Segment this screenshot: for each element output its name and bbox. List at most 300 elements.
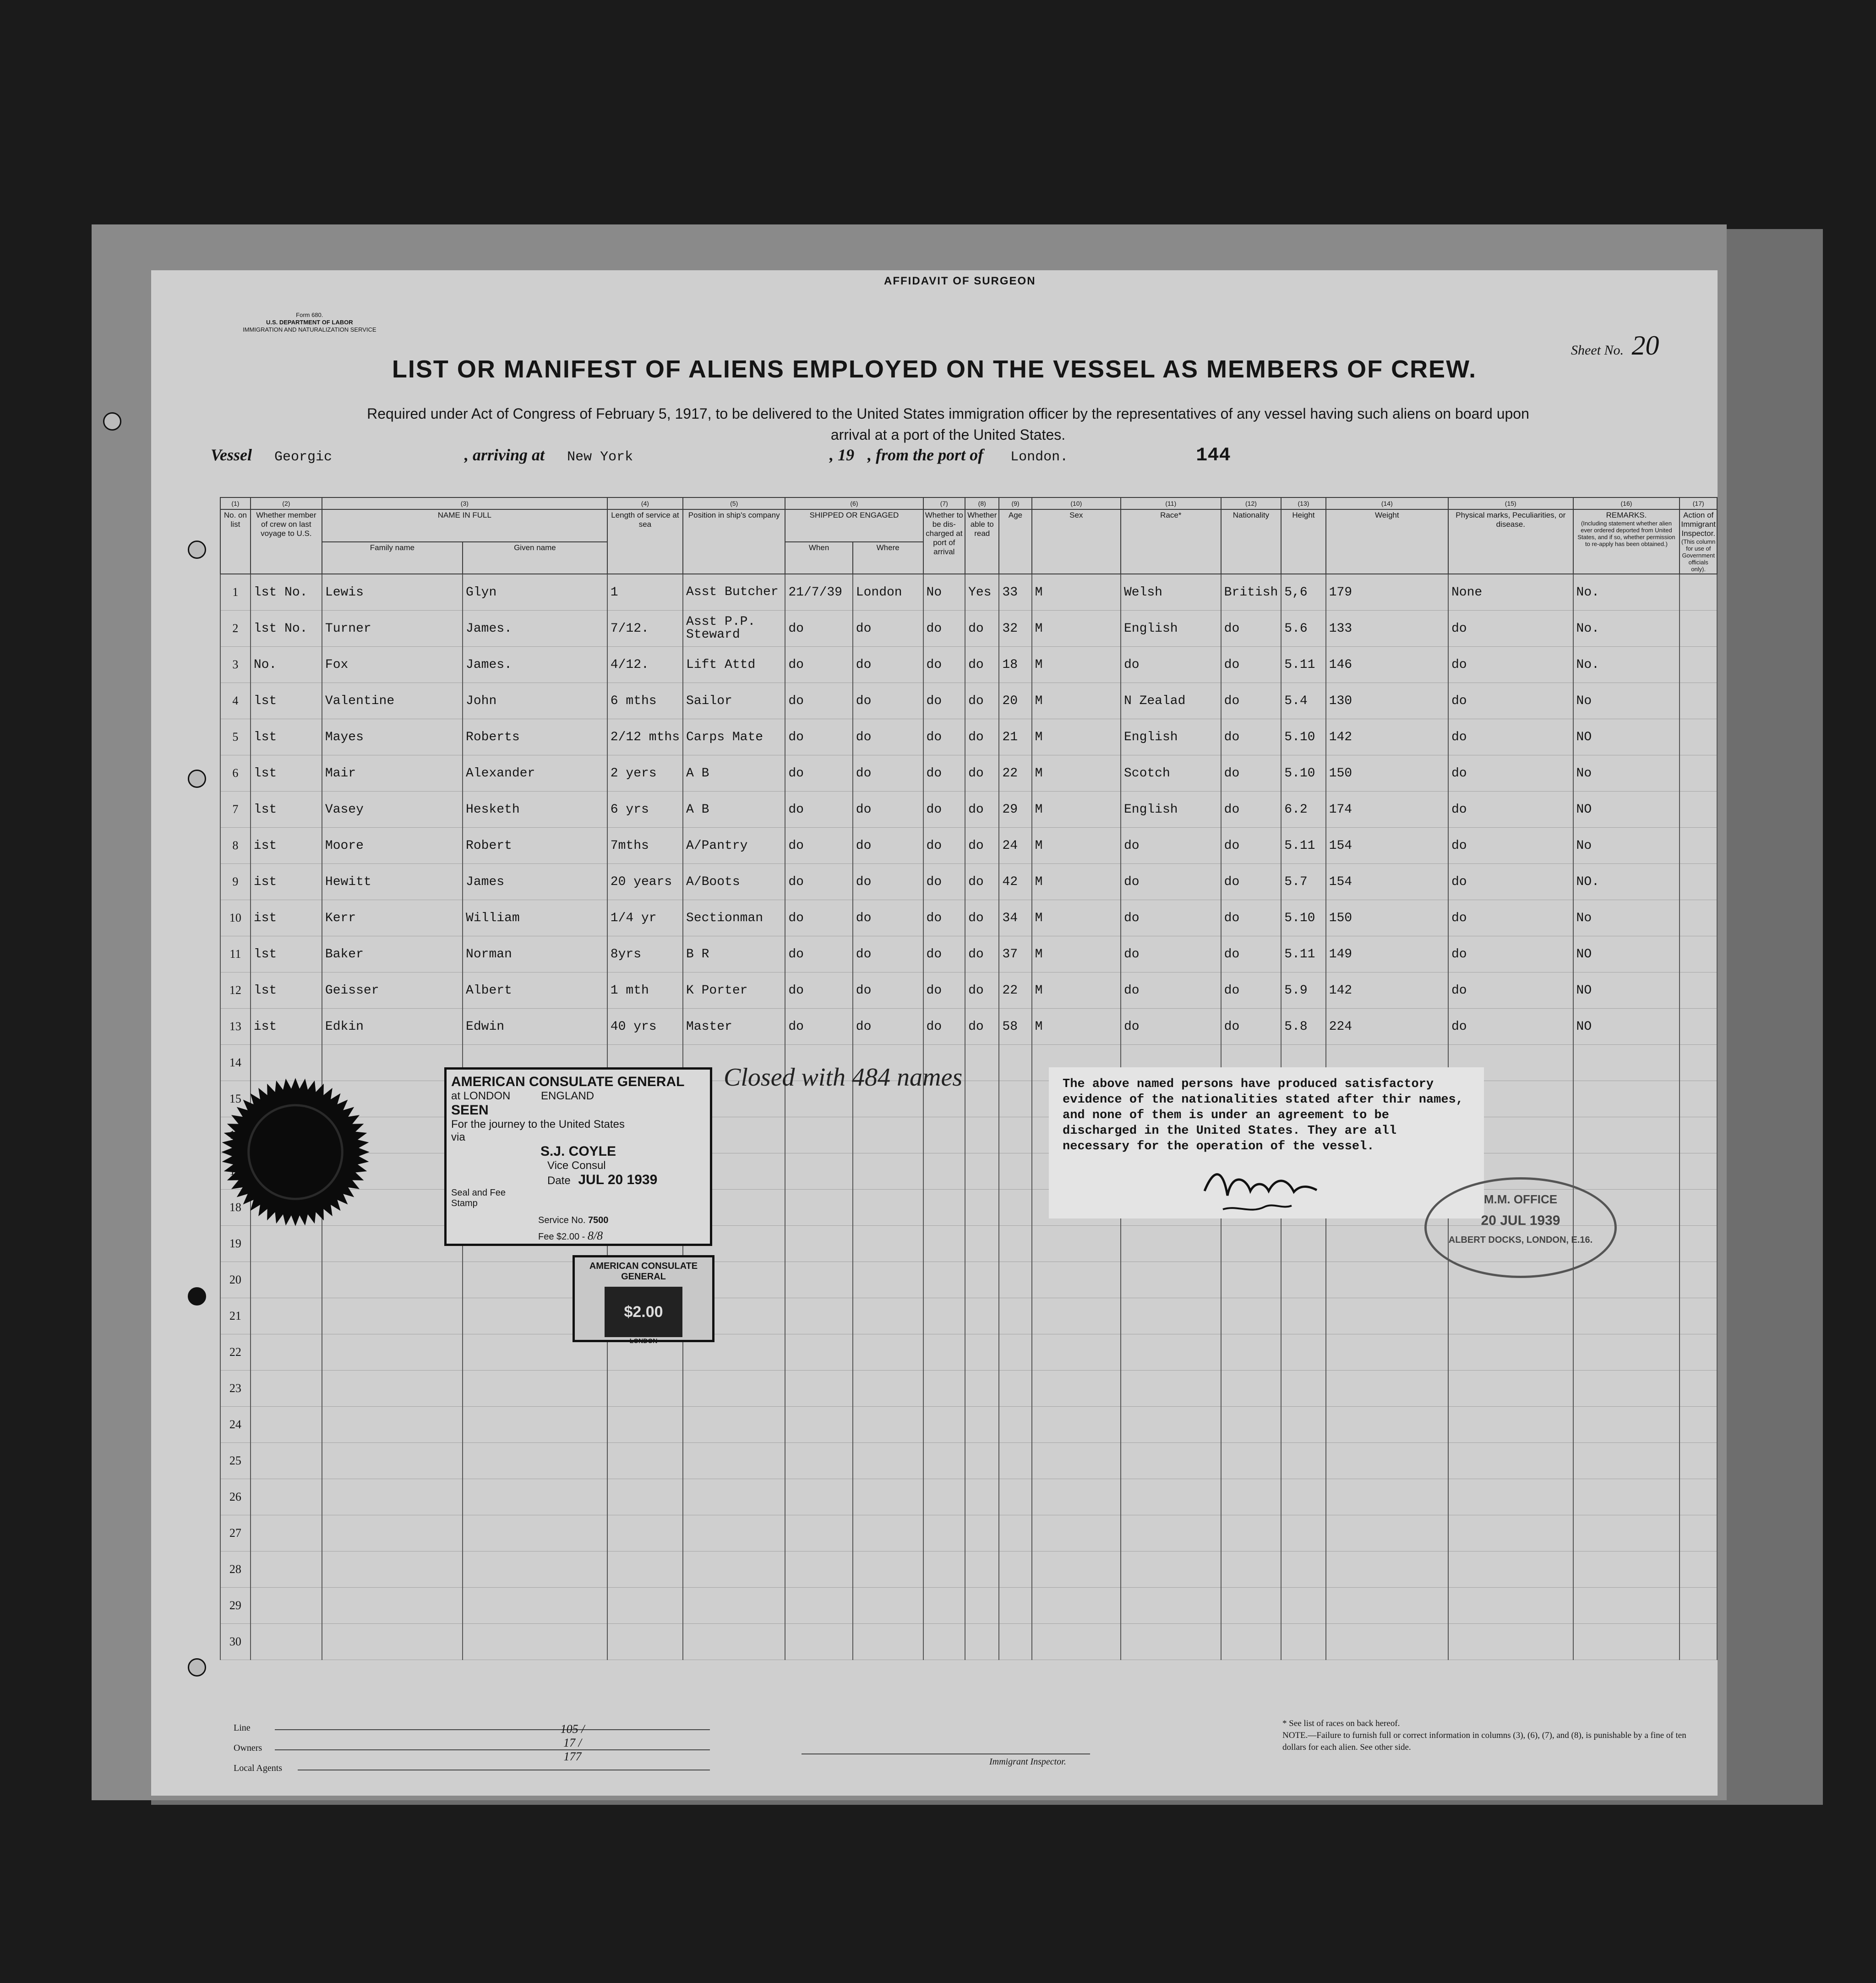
cell-empty	[1032, 1371, 1121, 1407]
fee-stamp-city: LONDON	[629, 1337, 658, 1344]
cell-height: 5.10	[1281, 755, 1325, 792]
cell-no: 15	[220, 1081, 251, 1117]
cell-empty	[1281, 1407, 1325, 1443]
cell-empty	[923, 1515, 965, 1551]
cell-marks: do	[1448, 828, 1573, 864]
cell-last: lst No.	[251, 611, 322, 647]
column-number: (3)	[322, 497, 607, 509]
cell-no: 2	[220, 611, 251, 647]
cell-sex: M	[1032, 828, 1121, 864]
cell-empty	[1032, 1226, 1121, 1262]
cell-empty	[1680, 1226, 1717, 1262]
cell-empty	[1680, 1081, 1717, 1117]
fee-stamp	[573, 1255, 714, 1342]
table-row-empty	[220, 1334, 1717, 1371]
cell-empty	[463, 1624, 607, 1660]
cell-empty	[853, 1588, 923, 1624]
cell-when: do	[785, 972, 852, 1009]
cell-weight: 179	[1326, 574, 1448, 611]
cell-empty	[1573, 1551, 1680, 1588]
consulate-line1: AMERICAN CONSULATE GENERAL	[451, 1074, 685, 1089]
cell-empty	[1121, 1588, 1221, 1624]
cell-race: Scotch	[1121, 755, 1221, 792]
col-last-voyage: Whether member of crew on last voyage to U.S.	[251, 509, 322, 574]
cell-empty	[923, 1443, 965, 1479]
cell-no: 29	[220, 1588, 251, 1624]
cell-empty	[683, 1479, 785, 1515]
cell-given: Hesketh	[463, 792, 607, 828]
cell-nat: do	[1221, 936, 1282, 972]
cell-race: do	[1121, 828, 1221, 864]
cell-no: 9	[220, 864, 251, 900]
cell-empty	[1680, 1262, 1717, 1298]
cell-empty	[1281, 1443, 1325, 1479]
column-number: (8)	[965, 497, 999, 509]
cell-empty	[853, 1551, 923, 1588]
cell-empty	[923, 1298, 965, 1334]
table-row-empty	[220, 1298, 1717, 1334]
fee-stamp-header: AMERICAN CONSULATE GENERAL	[589, 1261, 698, 1282]
cell-read: do	[965, 1009, 999, 1045]
cell-empty	[1032, 1479, 1121, 1515]
cell-given: James.	[463, 611, 607, 647]
table-row-empty	[220, 1371, 1717, 1407]
cell-empty	[1448, 1588, 1573, 1624]
cell-when: do	[785, 936, 852, 972]
cell-no: 27	[220, 1515, 251, 1551]
cell-age: 37	[999, 936, 1031, 972]
cell-given: James	[463, 864, 607, 900]
cell-nat: do	[1221, 972, 1282, 1009]
cell-action	[1680, 1009, 1717, 1045]
cell-action	[1680, 755, 1717, 792]
cell-remarks: No.	[1573, 611, 1680, 647]
fee-stamp-value	[605, 1287, 682, 1337]
cell-weight: 133	[1326, 611, 1448, 647]
consulate-officer: S.J. COYLE	[540, 1144, 616, 1159]
page-title: LIST OR MANIFEST OF ALIENS EMPLOYED ON THE VESSEL AS MEMBERS OF CREW.	[392, 355, 1477, 383]
cell-empty	[1680, 1117, 1717, 1153]
cell-no: 4	[220, 683, 251, 719]
cell-last: lst	[251, 719, 322, 755]
cell-empty	[683, 1407, 785, 1443]
cell-remarks: No	[1573, 900, 1680, 936]
cell-no: 30	[220, 1624, 251, 1660]
cell-empty	[999, 1117, 1031, 1153]
cell-height: 5,6	[1281, 574, 1325, 611]
column-number: (9)	[999, 497, 1031, 509]
cell-empty	[251, 1479, 322, 1515]
cell-empty	[251, 1371, 322, 1407]
col-read: Whether able to read	[965, 509, 999, 574]
cell-family: Valentine	[322, 683, 463, 719]
manifest-sheet	[151, 270, 1718, 1796]
cell-race: do	[1121, 936, 1221, 972]
cell-no: 21	[220, 1298, 251, 1334]
cell-empty	[999, 1081, 1031, 1117]
cell-position: Asst P.P. Steward	[683, 611, 785, 647]
cell-dis: do	[923, 719, 965, 755]
cell-empty	[1326, 1551, 1448, 1588]
cell-read: do	[965, 792, 999, 828]
cell-empty	[923, 1226, 965, 1262]
cell-family: Mair	[322, 755, 463, 792]
table-row-empty	[220, 1443, 1717, 1479]
cell-height: 5.10	[1281, 719, 1325, 755]
column-number: (15)	[1448, 497, 1573, 509]
footer-line-label: Line	[234, 1723, 251, 1733]
cell-empty	[607, 1515, 683, 1551]
cell-empty	[1326, 1624, 1448, 1660]
cell-empty	[322, 1551, 463, 1588]
cell-service: 20 years	[607, 864, 683, 900]
cell-sex: M	[1032, 1009, 1121, 1045]
cell-marks: do	[1448, 1009, 1573, 1045]
table-row-empty	[220, 1479, 1717, 1515]
col-shipped: SHIPPED OR ENGAGED	[785, 509, 923, 542]
cell-no: 28	[220, 1551, 251, 1588]
table-row	[220, 755, 1717, 792]
cell-empty	[1573, 1624, 1680, 1660]
cell-family: Edkin	[322, 1009, 463, 1045]
cell-empty	[251, 1515, 322, 1551]
cell-position: A/Boots	[683, 864, 785, 900]
cell-empty	[965, 1515, 999, 1551]
cell-empty	[853, 1117, 923, 1153]
cell-no: 25	[220, 1443, 251, 1479]
cell-action	[1680, 828, 1717, 864]
cell-empty	[965, 1262, 999, 1298]
cell-empty	[853, 1407, 923, 1443]
cell-family: Vasey	[322, 792, 463, 828]
col-no: No. on list	[220, 509, 251, 574]
consulate-title: Vice Consul	[547, 1159, 606, 1172]
col-physical-marks: Physical marks, Peculiarities, or disease.	[1448, 509, 1573, 574]
cell-empty	[1032, 1588, 1121, 1624]
vessel-label: Vessel	[211, 446, 252, 464]
cell-no: 23	[220, 1371, 251, 1407]
mm-stamp-date: 20 JUL 1939	[1481, 1213, 1560, 1228]
cell-empty	[965, 1334, 999, 1371]
cell-empty	[322, 1479, 463, 1515]
cell-empty	[251, 1551, 322, 1588]
cell-action	[1680, 611, 1717, 647]
cell-dis: do	[923, 792, 965, 828]
col-sex: Sex	[1032, 509, 1121, 574]
cell-race: N Zealad	[1121, 683, 1221, 719]
cell-empty	[463, 1407, 607, 1443]
cell-empty	[853, 1334, 923, 1371]
cell-empty	[785, 1551, 852, 1588]
table-row	[220, 972, 1717, 1009]
col-height: Height	[1281, 509, 1325, 574]
cell-when: do	[785, 792, 852, 828]
cell-empty	[1573, 1045, 1680, 1081]
cell-when: do	[785, 900, 852, 936]
cell-service: 8yrs	[607, 936, 683, 972]
cell-weight: 149	[1326, 936, 1448, 972]
cell-when: do	[785, 1009, 852, 1045]
cell-position: A B	[683, 755, 785, 792]
cell-sex: M	[1032, 683, 1121, 719]
cell-empty	[1573, 1371, 1680, 1407]
cell-empty	[923, 1479, 965, 1515]
mm-office-stamp	[1424, 1177, 1617, 1278]
cell-empty	[322, 1371, 463, 1407]
table-row	[220, 900, 1717, 936]
cell-position: Lift Attd	[683, 647, 785, 683]
cell-nat: do	[1221, 864, 1282, 900]
cell-empty	[999, 1551, 1031, 1588]
cell-empty	[1121, 1443, 1221, 1479]
cell-empty	[463, 1588, 607, 1624]
table-row	[220, 683, 1717, 719]
cell-empty	[1326, 1262, 1448, 1298]
cell-empty	[1221, 1298, 1282, 1334]
cell-position: K Porter	[683, 972, 785, 1009]
cell-remarks: No	[1573, 828, 1680, 864]
binder-hole	[188, 1287, 206, 1306]
column-number: (5)	[683, 497, 785, 509]
cell-sex: M	[1032, 574, 1121, 611]
cell-empty	[965, 1153, 999, 1190]
cell-empty	[322, 1624, 463, 1660]
cell-read: do	[965, 900, 999, 936]
cell-empty	[1281, 1226, 1325, 1262]
cell-sex: M	[1032, 611, 1121, 647]
cell-race: do	[1121, 972, 1221, 1009]
table-row-empty	[220, 1551, 1717, 1588]
cell-empty	[1121, 1624, 1221, 1660]
cell-last: lst	[251, 755, 322, 792]
cell-empty	[999, 1443, 1031, 1479]
col-family-name: Family name	[322, 542, 463, 574]
cell-empty	[965, 1407, 999, 1443]
cell-empty	[1221, 1515, 1282, 1551]
cell-empty	[1448, 1551, 1573, 1588]
cell-empty	[1448, 1298, 1573, 1334]
page-subtitle: Required under Act of Congress of February 5, 1917, to be delivered to the United States immigration officer by the representatives of any vessel having such aliens on board upon arrival at a port of the United States.	[367, 405, 1529, 443]
cell-empty	[607, 1624, 683, 1660]
cell-empty	[607, 1551, 683, 1588]
cell-weight: 150	[1326, 900, 1448, 936]
cell-where: do	[853, 719, 923, 755]
consulate-journey: For the journey to the United States	[451, 1118, 625, 1131]
cell-empty	[1448, 1371, 1573, 1407]
cell-empty	[999, 1515, 1031, 1551]
cell-empty	[999, 1588, 1031, 1624]
consulate-service-label: Service No.	[538, 1215, 586, 1225]
cell-when: do	[785, 828, 852, 864]
cell-when: do	[785, 719, 852, 755]
closed-note: Closed with 484 names	[724, 1063, 963, 1092]
cell-dis: do	[923, 683, 965, 719]
cell-empty	[923, 1407, 965, 1443]
form-line: U.S. DEPARTMENT OF LABOR	[266, 319, 353, 326]
cell-empty	[923, 1190, 965, 1226]
cell-empty	[322, 1334, 463, 1371]
column-number: (2)	[251, 497, 322, 509]
cell-weight: 150	[1326, 755, 1448, 792]
cell-remarks: NO	[1573, 936, 1680, 972]
cell-read: do	[965, 755, 999, 792]
cell-empty	[1680, 1045, 1717, 1081]
cell-last: ist	[251, 864, 322, 900]
column-number: (17)	[1680, 497, 1717, 509]
cell-family: Geisser	[322, 972, 463, 1009]
mm-stamp-bottom: ALBERT DOCKS, LONDON, E.16.	[1448, 1235, 1593, 1245]
cell-empty	[999, 1479, 1031, 1515]
cell-empty	[1281, 1262, 1325, 1298]
cell-remarks: No	[1573, 683, 1680, 719]
cell-empty	[1121, 1226, 1221, 1262]
cell-empty	[1281, 1624, 1325, 1660]
cell-empty	[1680, 1298, 1717, 1334]
cell-nat: do	[1221, 792, 1282, 828]
cell-dis: do	[923, 755, 965, 792]
cell-empty	[965, 1081, 999, 1117]
cell-height: 5.10	[1281, 900, 1325, 936]
cell-where: do	[853, 972, 923, 1009]
race-note: * See list of races on back hereof.	[1282, 1719, 1400, 1728]
cell-empty	[1448, 1407, 1573, 1443]
cell-empty	[1680, 1443, 1717, 1479]
cell-marks: do	[1448, 683, 1573, 719]
cell-empty	[1573, 1407, 1680, 1443]
col-age: Age	[999, 509, 1031, 574]
cell-empty	[853, 1190, 923, 1226]
cell-sex: M	[1032, 647, 1121, 683]
cell-empty	[1680, 1407, 1717, 1443]
cell-dis: do	[923, 1009, 965, 1045]
cell-empty	[1326, 1334, 1448, 1371]
cell-empty	[1680, 1334, 1717, 1371]
sheet-number-label: Sheet No.	[1571, 343, 1624, 358]
table-row-empty	[220, 1588, 1717, 1624]
cell-height: 5.11	[1281, 828, 1325, 864]
column-number: (6)	[785, 497, 923, 509]
column-number: (1)	[220, 497, 251, 509]
cell-weight: 154	[1326, 864, 1448, 900]
cell-remarks: NO	[1573, 792, 1680, 828]
cell-marks: do	[1448, 755, 1573, 792]
cell-weight: 174	[1326, 792, 1448, 828]
cell-empty	[1326, 1407, 1448, 1443]
cell-empty	[1326, 1588, 1448, 1624]
cell-read: do	[965, 647, 999, 683]
cell-family: Turner	[322, 611, 463, 647]
cell-empty	[1680, 1515, 1717, 1551]
cell-given: Edwin	[463, 1009, 607, 1045]
cell-height: 5.11	[1281, 647, 1325, 683]
cell-empty	[853, 1443, 923, 1479]
cell-empty	[785, 1515, 852, 1551]
cell-no: 20	[220, 1262, 251, 1298]
cell-empty	[251, 1298, 322, 1334]
cell-service: 4/12.	[607, 647, 683, 683]
consulate-service-value: 7500	[588, 1215, 609, 1225]
cell-no: 14	[220, 1045, 251, 1081]
cell-race: English	[1121, 719, 1221, 755]
year-label: , 19	[829, 446, 855, 464]
cell-empty	[785, 1407, 852, 1443]
cell-empty	[1326, 1479, 1448, 1515]
cell-empty	[965, 1624, 999, 1660]
cell-empty	[785, 1443, 852, 1479]
cell-family: Fox	[322, 647, 463, 683]
cell-empty	[965, 1371, 999, 1407]
cell-empty	[1121, 1371, 1221, 1407]
form-line: Form 680.	[296, 311, 323, 318]
cell-action	[1680, 972, 1717, 1009]
cell-empty	[785, 1334, 852, 1371]
cell-remarks: No.	[1573, 647, 1680, 683]
cell-service: 1 mth	[607, 972, 683, 1009]
cell-when: do	[785, 647, 852, 683]
cell-when: do	[785, 864, 852, 900]
cell-empty	[1221, 1226, 1282, 1262]
cell-empty	[251, 1226, 322, 1262]
cell-empty	[785, 1226, 852, 1262]
cell-empty	[1680, 1588, 1717, 1624]
cell-empty	[1221, 1371, 1282, 1407]
cell-no: 5	[220, 719, 251, 755]
cell-family: Moore	[322, 828, 463, 864]
cell-where: do	[853, 900, 923, 936]
cell-empty	[1573, 1334, 1680, 1371]
cell-age: 18	[999, 647, 1031, 683]
cell-empty	[607, 1479, 683, 1515]
table-row	[220, 828, 1717, 864]
cell-action	[1680, 683, 1717, 719]
cell-empty	[999, 1226, 1031, 1262]
cell-empty	[1326, 1371, 1448, 1407]
footer-tally: 105 / 17 / 177	[560, 1722, 585, 1763]
cell-marks: do	[1448, 611, 1573, 647]
cell-sex: M	[1032, 719, 1121, 755]
fee-stamp-amount: $2.00	[624, 1303, 663, 1321]
cell-given: Robert	[463, 828, 607, 864]
cell-action	[1680, 647, 1717, 683]
cell-last: ist	[251, 828, 322, 864]
cell-empty	[965, 1298, 999, 1334]
cell-empty	[785, 1588, 852, 1624]
cell-family: Lewis	[322, 574, 463, 611]
cell-empty	[785, 1479, 852, 1515]
cell-empty	[853, 1515, 923, 1551]
cell-empty	[322, 1045, 463, 1081]
cell-empty	[923, 1588, 965, 1624]
consulate-seen: SEEN	[451, 1103, 489, 1118]
cell-empty	[251, 1443, 322, 1479]
cell-last: No.	[251, 647, 322, 683]
cell-race: Welsh	[1121, 574, 1221, 611]
cell-where: do	[853, 936, 923, 972]
cell-last: lst	[251, 972, 322, 1009]
manifest-number: 144	[1196, 444, 1231, 466]
cell-position: Asst Butcher	[683, 574, 785, 611]
cell-empty	[1573, 1515, 1680, 1551]
col-weight: Weight	[1326, 509, 1448, 574]
cell-no: 18	[220, 1190, 251, 1226]
action-heading: Action of Immigrant Inspector.	[1681, 511, 1716, 538]
consulate-line2: at LONDON ENGLAND	[451, 1090, 594, 1102]
cell-no: 12	[220, 972, 251, 1009]
cell-empty	[683, 1624, 785, 1660]
cell-position: A/Pantry	[683, 828, 785, 864]
cell-where: London	[853, 574, 923, 611]
cell-empty	[1221, 1262, 1282, 1298]
